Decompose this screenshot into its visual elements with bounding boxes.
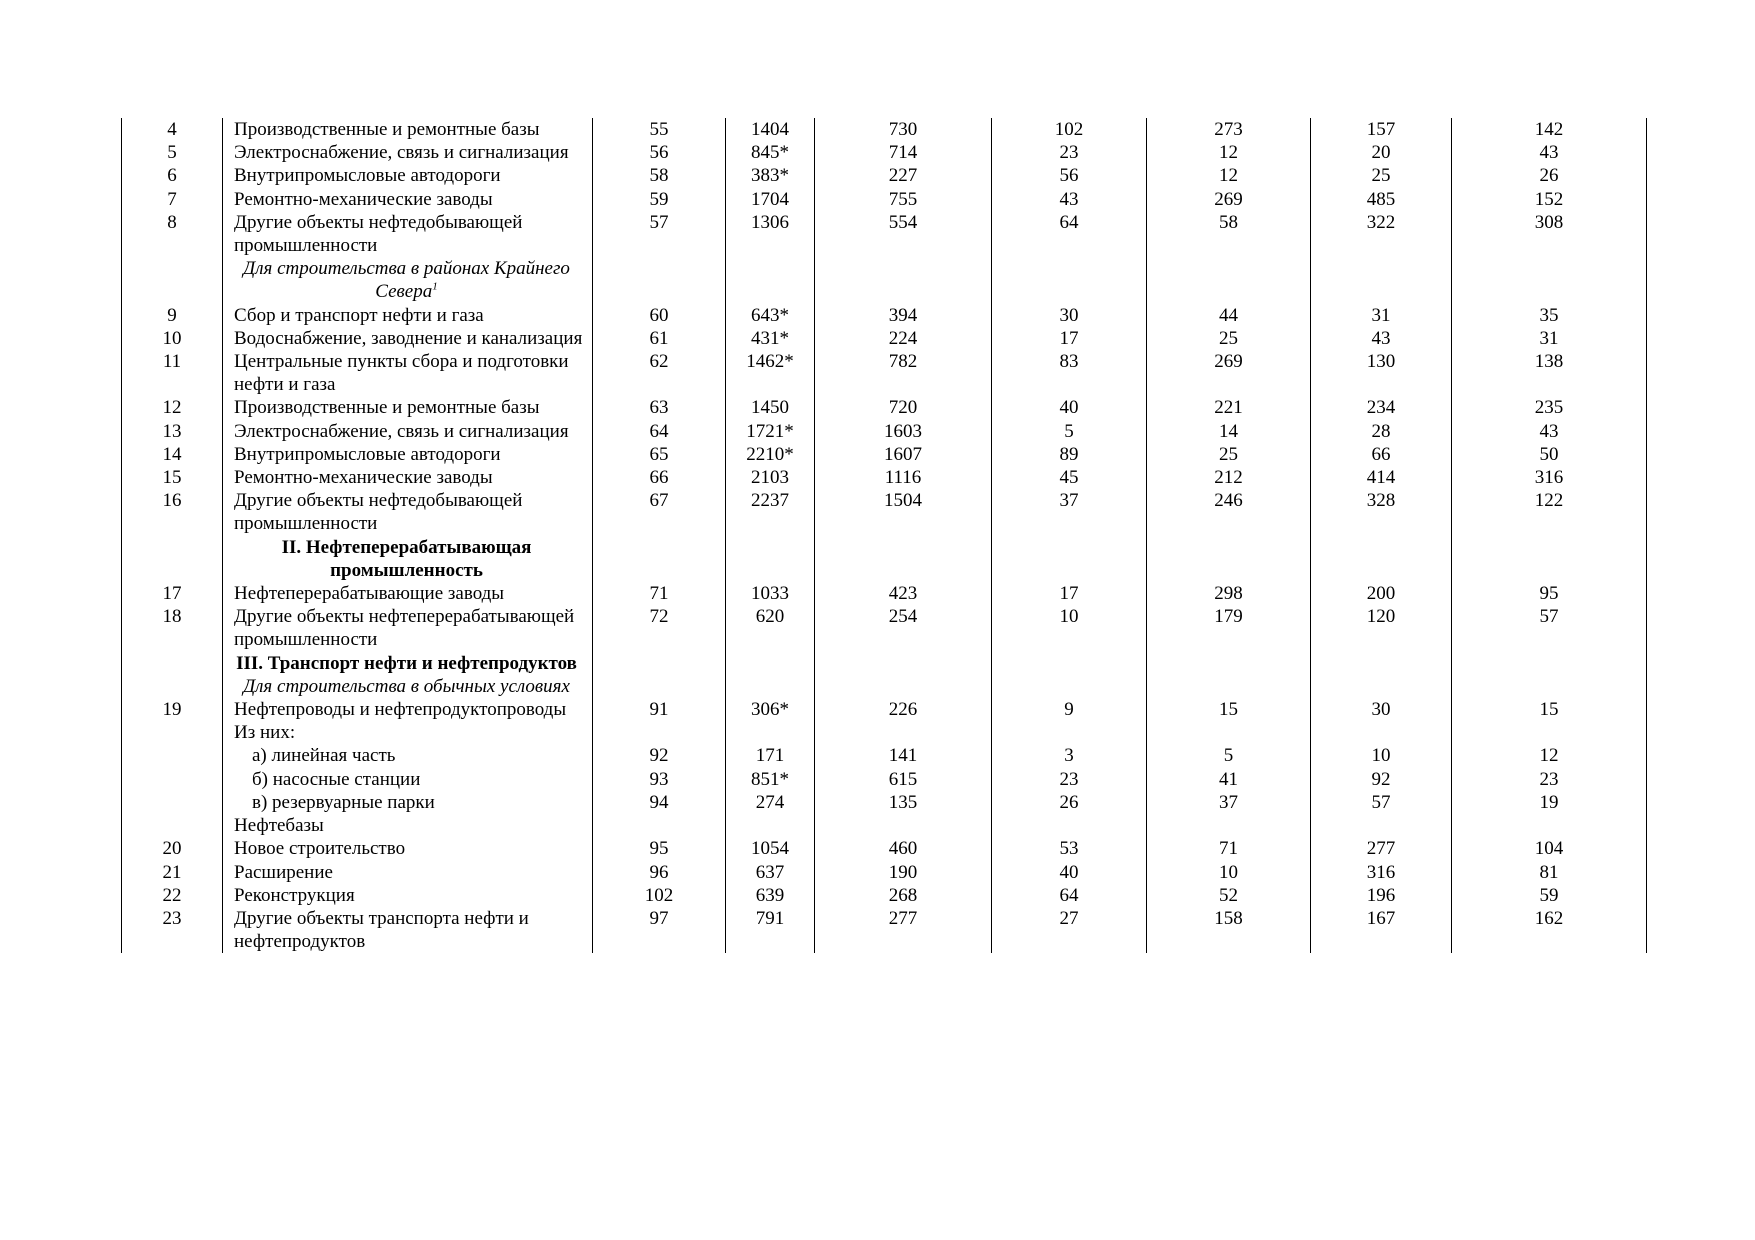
value-cell-2: 254 [815,605,992,651]
value-cell-5: 277 [1311,837,1452,860]
row-number: 15 [122,466,223,489]
value-cell-2: 226 [815,698,992,721]
value-cell-4: 179 [1147,605,1311,651]
value-cell-4: 37 [1147,791,1311,814]
value-cell-5: 196 [1311,884,1452,907]
code-cell: 92 [593,744,726,767]
value-cell-6: 57 [1452,605,1647,651]
row-number: 21 [122,861,223,884]
row-name: Электроснабжение, связь и сигнализация [223,141,593,164]
table-row [122,420,1647,443]
code-cell: 94 [593,791,726,814]
value-cell-1: 1054 [726,837,815,860]
row-number: 13 [122,420,223,443]
value-cell-1: 2210* [726,443,815,466]
value-cell-6 [1452,721,1647,744]
value-cell-5 [1311,675,1452,698]
code-cell: 57 [593,211,726,257]
value-cell-1 [726,675,815,698]
table-row [122,118,1647,141]
value-cell-4 [1147,257,1311,303]
value-cell-1 [726,814,815,837]
table-section-row [122,721,1647,744]
row-name: Внутрипромысловые автодороги [223,443,593,466]
table-row [122,164,1647,187]
value-cell-3: 45 [992,466,1147,489]
value-cell-3 [992,675,1147,698]
code-cell: 97 [593,907,726,953]
value-cell-5: 130 [1311,350,1452,396]
value-cell-1: 1033 [726,582,815,605]
value-cell-6: 50 [1452,443,1647,466]
value-cell-2: 1603 [815,420,992,443]
value-cell-2: 135 [815,791,992,814]
value-cell-5: 120 [1311,605,1452,651]
code-cell: 62 [593,350,726,396]
value-cell-6 [1452,675,1647,698]
row-name: Внутрипромысловые автодороги [223,164,593,187]
row-name: Другие объекты транспорта нефти и нефтепродуктов [223,907,593,953]
row-number: 16 [122,489,223,535]
code-cell [593,536,726,582]
value-cell-1: 171 [726,744,815,767]
value-cell-1: 620 [726,605,815,651]
value-cell-3: 56 [992,164,1147,187]
code-cell: 63 [593,396,726,419]
value-cell-4 [1147,536,1311,582]
value-cell-3: 89 [992,443,1147,466]
row-number: 5 [122,141,223,164]
value-cell-6: 43 [1452,420,1647,443]
value-cell-3 [992,652,1147,675]
value-cell-5: 31 [1311,304,1452,327]
value-cell-5: 234 [1311,396,1452,419]
code-cell: 56 [593,141,726,164]
row-name: Электроснабжение, связь и сигнализация [223,420,593,443]
code-cell [593,675,726,698]
code-cell: 55 [593,118,726,141]
value-cell-4: 41 [1147,768,1311,791]
value-cell-4 [1147,814,1311,837]
value-cell-3: 40 [992,861,1147,884]
value-cell-3 [992,536,1147,582]
value-cell-2: 1504 [815,489,992,535]
value-cell-1: 1721* [726,420,815,443]
value-cell-2: 730 [815,118,992,141]
table-row [122,396,1647,419]
code-cell: 71 [593,582,726,605]
row-number: 22 [122,884,223,907]
value-cell-2: 1607 [815,443,992,466]
value-cell-2 [815,721,992,744]
subsection-heading: Для строительства в обычных условиях [243,675,570,697]
row-number [122,744,223,767]
value-cell-5: 328 [1311,489,1452,535]
row-number [122,652,223,675]
row-name: Новое строительство [223,837,593,860]
row-name: б) насосные станции [223,768,593,791]
value-cell-2: 423 [815,582,992,605]
row-name: Расширение [223,861,593,884]
value-cell-2: 782 [815,350,992,396]
value-cell-1: 643* [726,304,815,327]
value-cell-1: 1462* [726,350,815,396]
value-cell-6: 23 [1452,768,1647,791]
row-name: в) резервуарные парки [223,791,593,814]
table-row [122,744,1647,767]
value-cell-1: 431* [726,327,815,350]
value-cell-4: 12 [1147,141,1311,164]
value-cell-3 [992,257,1147,303]
table-row [122,443,1647,466]
value-cell-1: 1404 [726,118,815,141]
value-cell-2: 460 [815,837,992,860]
value-cell-6: 12 [1452,744,1647,767]
value-cell-5: 485 [1311,188,1452,211]
row-name: а) линейная часть [223,744,593,767]
value-cell-6: 316 [1452,466,1647,489]
row-number [122,814,223,837]
value-cell-6: 81 [1452,861,1647,884]
row-name: Водоснабжение, заводнение и канализация [223,327,593,350]
code-cell: 72 [593,605,726,651]
value-cell-1: 1450 [726,396,815,419]
row-name: Ремонтно-механические заводы [223,188,593,211]
table-row [122,698,1647,721]
value-cell-3: 53 [992,837,1147,860]
value-cell-3: 23 [992,768,1147,791]
value-cell-2: 615 [815,768,992,791]
value-cell-1: 639 [726,884,815,907]
value-cell-4 [1147,675,1311,698]
table-section-row [122,652,1647,675]
value-cell-2: 394 [815,304,992,327]
value-cell-5: 20 [1311,141,1452,164]
value-cell-1 [726,536,815,582]
value-cell-3: 5 [992,420,1147,443]
value-cell-2: 141 [815,744,992,767]
value-cell-3: 40 [992,396,1147,419]
value-cell-5: 43 [1311,327,1452,350]
value-cell-4: 71 [1147,837,1311,860]
value-cell-6: 26 [1452,164,1647,187]
table-row [122,791,1647,814]
value-cell-4: 25 [1147,327,1311,350]
value-cell-2: 268 [815,884,992,907]
value-cell-6: 19 [1452,791,1647,814]
table-section-row [122,536,1647,582]
row-number [122,675,223,698]
value-cell-1: 791 [726,907,815,953]
value-cell-3: 26 [992,791,1147,814]
row-number: 23 [122,907,223,953]
value-cell-3: 17 [992,582,1147,605]
data-table [121,118,1647,953]
value-cell-2 [815,652,992,675]
table-row [122,907,1647,953]
table-section-row [122,675,1647,698]
value-cell-1: 274 [726,791,815,814]
value-cell-4: 158 [1147,907,1311,953]
table-row [122,188,1647,211]
row-number: 18 [122,605,223,651]
table-row [122,304,1647,327]
code-cell: 95 [593,837,726,860]
value-cell-5 [1311,814,1452,837]
value-cell-6: 35 [1452,304,1647,327]
value-cell-5: 25 [1311,164,1452,187]
value-cell-1: 2237 [726,489,815,535]
value-cell-4: 298 [1147,582,1311,605]
value-cell-5 [1311,652,1452,675]
value-cell-6: 152 [1452,188,1647,211]
value-cell-4 [1147,652,1311,675]
value-cell-4: 246 [1147,489,1311,535]
table-row [122,837,1647,860]
table-row [122,768,1647,791]
section-heading: II. Нефтеперерабатывающая промышленность [281,536,532,581]
value-cell-6 [1452,652,1647,675]
footnote-marker: 1 [432,281,438,294]
value-cell-2: 714 [815,141,992,164]
value-cell-4: 25 [1147,443,1311,466]
value-cell-6: 31 [1452,327,1647,350]
value-cell-6: 142 [1452,118,1647,141]
value-cell-5: 28 [1311,420,1452,443]
value-cell-5 [1311,257,1452,303]
value-cell-5: 66 [1311,443,1452,466]
row-number: 6 [122,164,223,187]
value-cell-1 [726,652,815,675]
value-cell-3: 9 [992,698,1147,721]
code-cell: 65 [593,443,726,466]
value-cell-6 [1452,536,1647,582]
code-cell: 64 [593,420,726,443]
value-cell-5: 157 [1311,118,1452,141]
row-number: 10 [122,327,223,350]
code-cell: 60 [593,304,726,327]
value-cell-5 [1311,721,1452,744]
value-cell-5: 200 [1311,582,1452,605]
table-row [122,861,1647,884]
value-cell-3: 3 [992,744,1147,767]
value-cell-1: 2103 [726,466,815,489]
table-row [122,884,1647,907]
row-name: Другие объекты нефтедобывающей промышленности [223,211,593,257]
value-cell-1: 383* [726,164,815,187]
value-cell-4: 10 [1147,861,1311,884]
value-cell-3: 102 [992,118,1147,141]
code-cell: 67 [593,489,726,535]
value-cell-3: 30 [992,304,1147,327]
value-cell-1: 306* [726,698,815,721]
subsection-heading: Для строительства в районах Крайнего Севера [243,258,570,303]
value-cell-2: 190 [815,861,992,884]
value-cell-4: 221 [1147,396,1311,419]
value-cell-1: 845* [726,141,815,164]
value-cell-2: 227 [815,164,992,187]
value-cell-6: 104 [1452,837,1647,860]
code-cell: 61 [593,327,726,350]
table-section-row [122,257,1647,303]
row-name: Другие объекты нефтедобывающей промышленности [223,489,593,535]
row-number: 17 [122,582,223,605]
row-name: Другие объекты нефтеперерабатывающей промышленности [223,605,593,651]
value-cell-5: 92 [1311,768,1452,791]
value-cell-2 [815,536,992,582]
value-cell-4: 52 [1147,884,1311,907]
value-cell-3: 27 [992,907,1147,953]
value-cell-3: 64 [992,884,1147,907]
row-number [122,257,223,303]
row-name: Реконструкция [223,884,593,907]
value-cell-1: 637 [726,861,815,884]
value-cell-4: 5 [1147,744,1311,767]
code-cell [593,652,726,675]
value-cell-4: 212 [1147,466,1311,489]
value-cell-6: 95 [1452,582,1647,605]
value-cell-5: 316 [1311,861,1452,884]
row-number [122,721,223,744]
value-cell-4: 58 [1147,211,1311,257]
section-heading: III. Транспорт нефти и нефтепродуктов [236,652,577,674]
value-cell-5: 322 [1311,211,1452,257]
value-cell-2 [815,675,992,698]
value-cell-4: 269 [1147,350,1311,396]
row-number [122,768,223,791]
code-cell: 91 [593,698,726,721]
value-cell-3 [992,721,1147,744]
row-number: 4 [122,118,223,141]
value-cell-1: 1704 [726,188,815,211]
value-cell-1: 851* [726,768,815,791]
value-cell-2: 720 [815,396,992,419]
row-name: Ремонтно-механические заводы [223,466,593,489]
code-cell: 58 [593,164,726,187]
row-number: 14 [122,443,223,466]
value-cell-4: 44 [1147,304,1311,327]
code-cell: 66 [593,466,726,489]
table-row [122,350,1647,396]
value-cell-6 [1452,814,1647,837]
value-cell-4: 273 [1147,118,1311,141]
value-cell-4 [1147,721,1311,744]
code-cell: 96 [593,861,726,884]
value-cell-3: 64 [992,211,1147,257]
value-cell-2 [815,257,992,303]
row-name: Сбор и транспорт нефти и газа [223,304,593,327]
value-cell-3: 10 [992,605,1147,651]
value-cell-6: 122 [1452,489,1647,535]
table-row [122,605,1647,651]
code-cell: 93 [593,768,726,791]
table-row [122,466,1647,489]
table-row [122,141,1647,164]
value-cell-6 [1452,257,1647,303]
code-cell [593,721,726,744]
row-number: 9 [122,304,223,327]
value-cell-2: 755 [815,188,992,211]
value-cell-2: 554 [815,211,992,257]
value-cell-6: 138 [1452,350,1647,396]
table-section-row [122,814,1647,837]
code-cell [593,257,726,303]
table-body [122,118,1647,953]
row-name: Нефтепроводы и нефтепродуктопроводы [223,698,593,721]
value-cell-5: 167 [1311,907,1452,953]
table-row [122,582,1647,605]
row-name: Нефтеперерабатывающие заводы [223,582,593,605]
value-cell-6: 308 [1452,211,1647,257]
row-number: 19 [122,698,223,721]
value-cell-2: 1116 [815,466,992,489]
value-cell-5: 57 [1311,791,1452,814]
value-cell-1: 1306 [726,211,815,257]
row-number: 7 [122,188,223,211]
value-cell-5: 30 [1311,698,1452,721]
value-cell-3 [992,814,1147,837]
row-name: Производственные и ремонтные базы [223,396,593,419]
row-number: 20 [122,837,223,860]
value-cell-6: 235 [1452,396,1647,419]
row-number: 11 [122,350,223,396]
table-row [122,211,1647,257]
value-cell-5: 414 [1311,466,1452,489]
row-name: Центральные пункты сбора и подготовки нефти и газа [223,350,593,396]
code-cell [593,814,726,837]
value-cell-1 [726,721,815,744]
value-cell-4: 15 [1147,698,1311,721]
value-cell-6: 59 [1452,884,1647,907]
row-number: 12 [122,396,223,419]
value-cell-6: 15 [1452,698,1647,721]
value-cell-1 [726,257,815,303]
value-cell-5 [1311,536,1452,582]
value-cell-5: 10 [1311,744,1452,767]
row-number: 8 [122,211,223,257]
code-cell: 102 [593,884,726,907]
value-cell-6: 162 [1452,907,1647,953]
value-cell-2: 277 [815,907,992,953]
value-cell-4: 12 [1147,164,1311,187]
code-cell: 59 [593,188,726,211]
value-cell-3: 37 [992,489,1147,535]
group-label: Из них: [234,722,296,744]
value-cell-3: 17 [992,327,1147,350]
table-row [122,327,1647,350]
value-cell-3: 23 [992,141,1147,164]
value-cell-6: 43 [1452,141,1647,164]
value-cell-4: 14 [1147,420,1311,443]
row-number [122,791,223,814]
row-number [122,536,223,582]
value-cell-2 [815,814,992,837]
value-cell-2: 224 [815,327,992,350]
value-cell-4: 269 [1147,188,1311,211]
group-label: Нефтебазы [234,815,324,837]
value-cell-3: 83 [992,350,1147,396]
row-name: Производственные и ремонтные базы [223,118,593,141]
value-cell-3: 43 [992,188,1147,211]
table-row [122,489,1647,535]
